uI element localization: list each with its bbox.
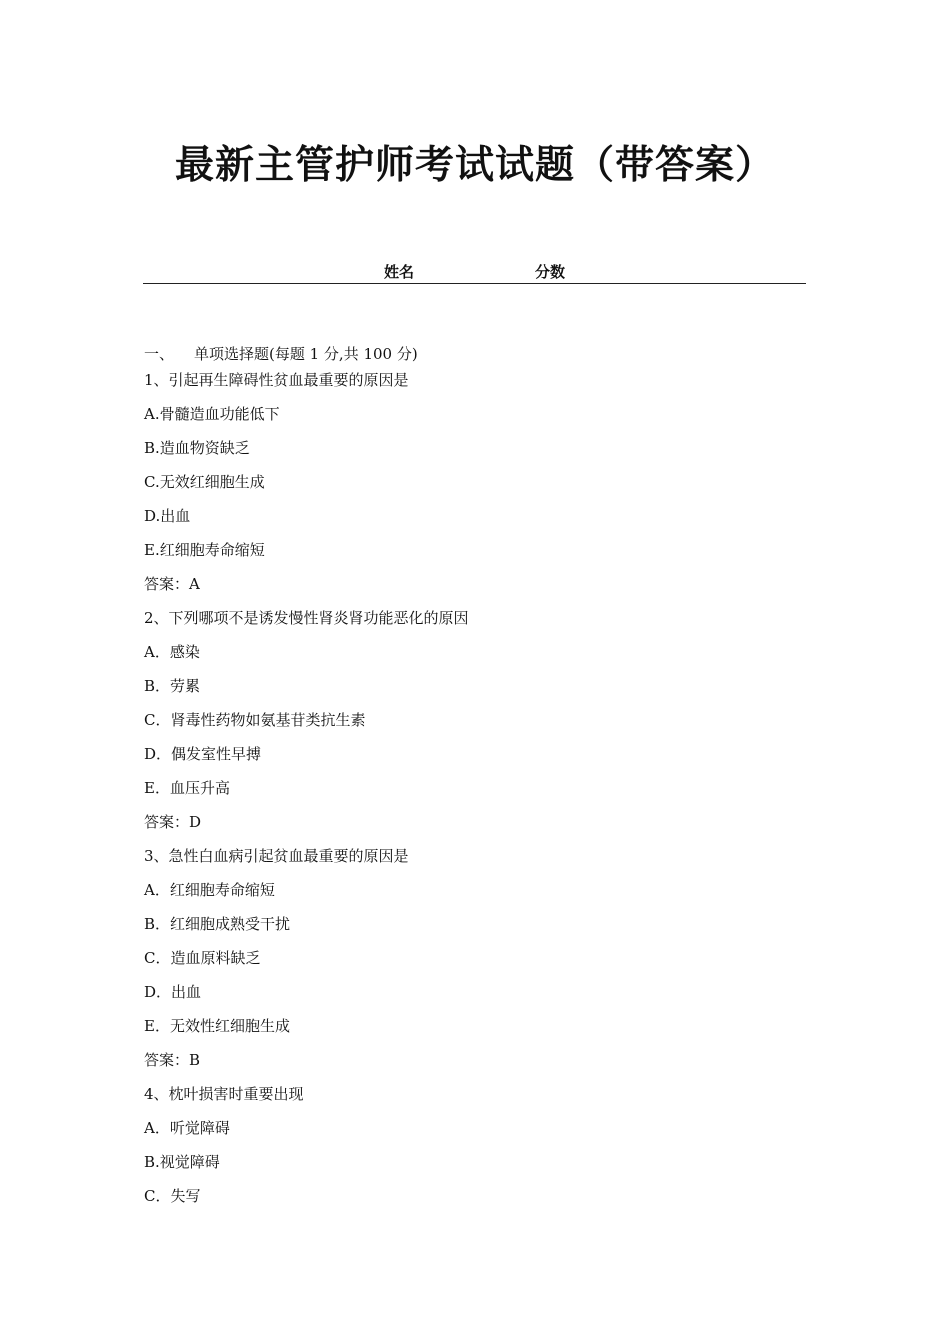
- option-line: E．血压升高: [144, 779, 230, 797]
- option-line: B．劳累: [144, 677, 201, 695]
- option-line: E．无效性红细胞生成: [144, 1017, 290, 1035]
- name-label: 姓名: [384, 263, 415, 281]
- option-line: A．感染: [144, 643, 200, 661]
- option-line: A.骨髓造血功能低下: [144, 405, 280, 423]
- option-line: C.无效红细胞生成: [144, 473, 265, 491]
- section-title: 单项选择题(每题 1 分,共 100 分): [194, 345, 418, 363]
- option-line: D.出血: [144, 507, 191, 525]
- option-line: C．造血原料缺乏: [144, 949, 261, 967]
- option-line: D．出血: [144, 983, 202, 1001]
- option-line: A．听觉障碍: [144, 1119, 230, 1137]
- option-line: C．失写: [144, 1187, 201, 1205]
- option-line: B．红细胞成熟受干扰: [144, 915, 291, 933]
- question-text: 4、枕叶损害时重要出现: [144, 1085, 304, 1103]
- answer-line: 答案：D: [144, 813, 202, 831]
- name-score-row: [143, 258, 806, 284]
- option-line: E.红细胞寿命缩短: [144, 541, 265, 559]
- answer-line: 答案：B: [144, 1051, 201, 1069]
- answer-line: 答案：A: [144, 575, 200, 593]
- option-line: D．偶发室性早搏: [144, 745, 262, 763]
- document-title: 最新主管护师考试试题（带答案）: [174, 143, 775, 188]
- score-label: 分数: [535, 263, 566, 281]
- question-text: 1、引起再生障碍性贫血最重要的原因是: [144, 371, 409, 389]
- option-line: C．肾毒性药物如氨基苷类抗生素: [144, 711, 366, 729]
- section-heading: [144, 342, 418, 366]
- section-number: 一、: [144, 345, 175, 363]
- option-line: B.造血物资缺乏: [144, 439, 250, 457]
- question-text: 3、急性白血病引起贫血最重要的原因是: [144, 847, 409, 865]
- option-line: A．红细胞寿命缩短: [144, 881, 275, 899]
- question-text: 2、下列哪项不是诱发慢性肾炎肾功能恶化的原因: [144, 609, 469, 627]
- option-line: B.视觉障碍: [144, 1153, 220, 1171]
- question-list: [144, 367, 806, 1217]
